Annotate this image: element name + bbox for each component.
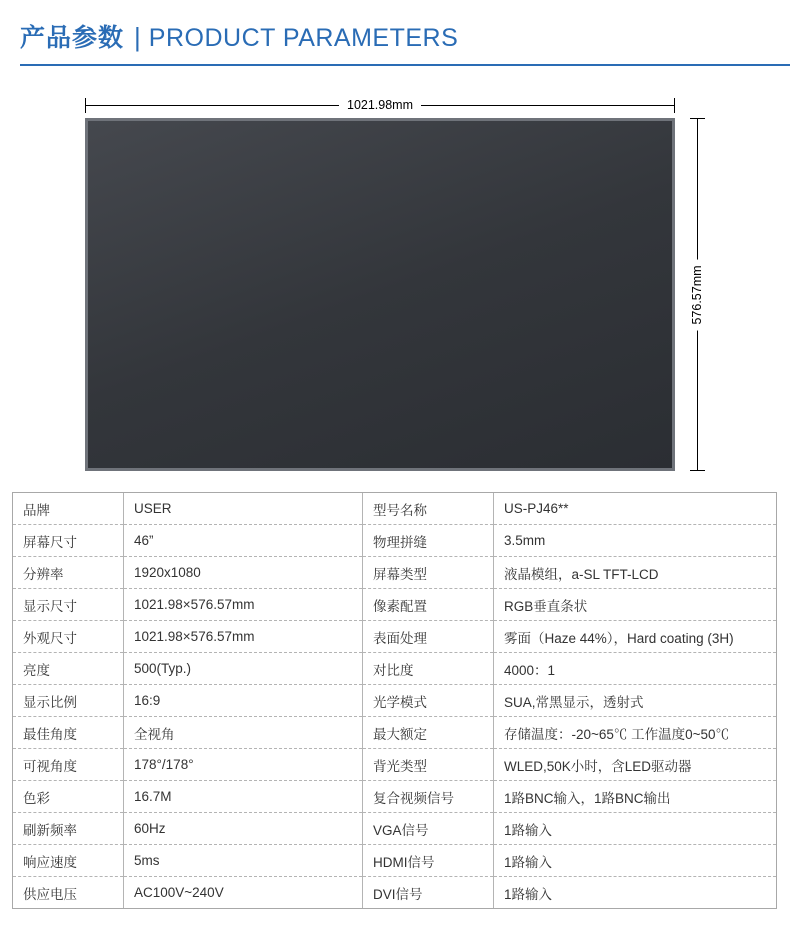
spec-value: 3.5mm — [494, 525, 777, 557]
spec-value: RGB垂直条状 — [494, 589, 777, 621]
table-row — [13, 525, 776, 557]
table-row — [13, 589, 776, 621]
page-title-cn: 产品参数 — [20, 24, 125, 52]
table-row — [13, 621, 776, 653]
display-panel-screen — [88, 121, 672, 468]
title-separator: | — [134, 22, 141, 52]
spec-key: 显示尺寸 — [13, 589, 124, 621]
spec-key: 屏幕类型 — [363, 557, 494, 589]
spec-value: 46” — [124, 525, 363, 557]
spec-key: 分辨率 — [13, 557, 124, 589]
table-row — [13, 557, 776, 589]
spec-key: 对比度 — [363, 653, 494, 685]
spec-value: 60Hz — [124, 813, 363, 845]
spec-value: 4000：1 — [494, 653, 777, 685]
width-dimension-label: 1021.98mm — [339, 96, 421, 114]
spec-key: 光学模式 — [363, 685, 494, 717]
spec-key: 背光类型 — [363, 749, 494, 781]
spec-key: 显示比例 — [13, 685, 124, 717]
table-row — [13, 877, 776, 909]
table-row — [13, 781, 776, 813]
header-divider — [20, 64, 790, 66]
spec-value: 500(Typ.) — [124, 653, 363, 685]
spec-value: 雾面（Haze 44%），Hard coating (3H) — [494, 621, 777, 653]
specifications-table-body — [13, 493, 776, 908]
spec-key: 色彩 — [13, 781, 124, 813]
table-row — [13, 813, 776, 845]
page-header — [0, 0, 790, 76]
spec-value: SUA,常黑显示，透射式 — [494, 685, 777, 717]
height-dimension-label: 576.57mm — [690, 259, 704, 330]
spec-key: 物理拼缝 — [363, 525, 494, 557]
spec-value: 液晶模组，a-SL TFT-LCD — [494, 557, 777, 589]
spec-value: 16:9 — [124, 685, 363, 717]
spec-key: 像素配置 — [363, 589, 494, 621]
spec-value: 1路输入 — [494, 813, 777, 845]
spec-value: 1021.98×576.57mm — [124, 621, 363, 653]
spec-value: 存储温度：-20~65℃ 工作温度0~50℃ — [494, 717, 777, 749]
spec-value: 1路输入 — [504, 886, 553, 902]
spec-value: 16.7M — [124, 781, 363, 813]
spec-key: 可视角度 — [13, 749, 124, 781]
spec-key: 外观尺寸 — [13, 621, 124, 653]
specifications-table — [13, 493, 776, 908]
spec-value: 1路输入 — [494, 845, 777, 877]
spec-key: VGA信号 — [363, 813, 494, 845]
spec-key: 复合视频信号 — [363, 781, 494, 813]
specifications-table-wrapper — [12, 492, 777, 909]
table-row — [13, 493, 776, 525]
product-image-area — [0, 88, 790, 488]
spec-key: 供应电压 — [13, 877, 124, 909]
spec-value: 1021.98×576.57mm — [124, 589, 363, 621]
height-dimension — [688, 118, 706, 471]
spec-key: 最佳角度 — [13, 717, 124, 749]
header-title-line — [20, 18, 790, 54]
spec-value: 全视角 — [124, 717, 363, 749]
spec-key: DVI信号 — [363, 877, 494, 909]
spec-value: AC100V~240V — [124, 877, 363, 909]
spec-value: 178°/178° — [124, 749, 363, 781]
spec-value: 1920x1080 — [124, 557, 363, 589]
table-row — [13, 717, 776, 749]
spec-key: 最大额定 — [363, 717, 494, 749]
width-dimension — [85, 96, 675, 114]
spec-key: 亮度 — [13, 653, 124, 685]
spec-key: 屏幕尺寸 — [13, 525, 124, 557]
spec-value: US-PJ46** — [494, 493, 777, 525]
table-row — [13, 653, 776, 685]
spec-value: 1路BNC输入，1路BNC输出 — [494, 781, 777, 813]
spec-key: 刷新频率 — [13, 813, 124, 845]
spec-value: WLED,50K小时，含LED驱动器 — [494, 749, 777, 781]
spec-value: USER — [124, 493, 363, 525]
page-title-en: PRODUCT PARAMETERS — [148, 24, 459, 52]
table-row — [13, 749, 776, 781]
spec-key: 响应速度 — [13, 845, 124, 877]
spec-key: HDMI信号 — [363, 845, 494, 877]
spec-key: 表面处理 — [363, 621, 494, 653]
spec-value: 5ms — [124, 845, 363, 877]
table-row — [13, 845, 776, 877]
spec-key: 品牌 — [13, 493, 124, 525]
display-panel-image — [85, 118, 675, 471]
spec-key: 型号名称 — [363, 493, 494, 525]
table-row — [13, 685, 776, 717]
